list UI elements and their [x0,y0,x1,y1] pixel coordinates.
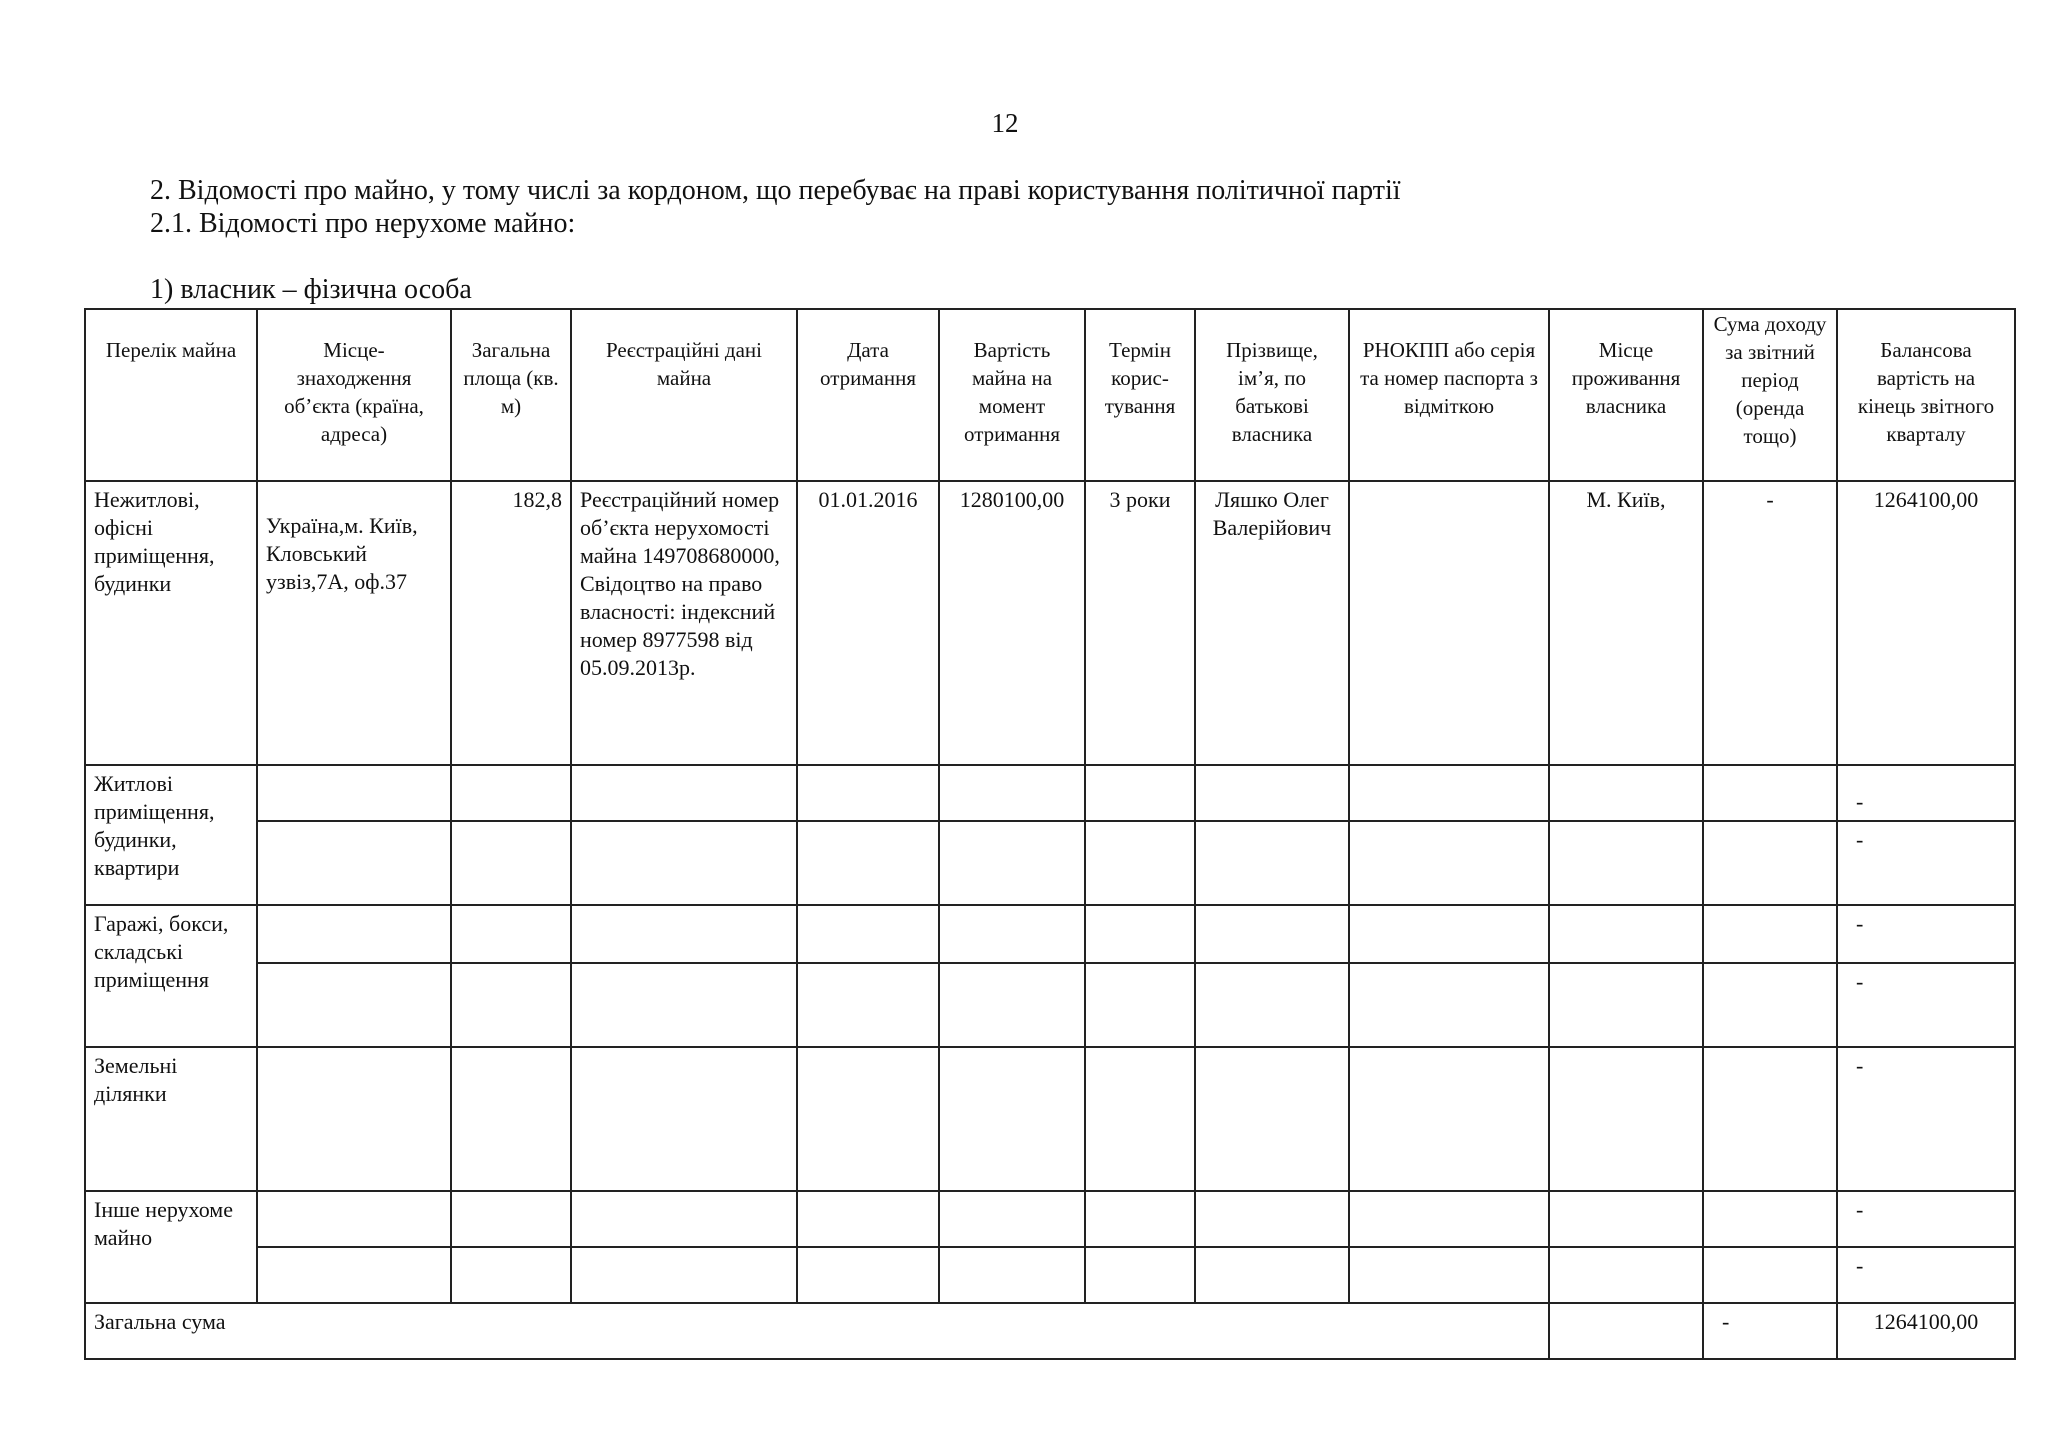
cell-category: Гаражі, бокси, складські приміщення [85,905,257,1047]
owner-type-heading: 1) власник – фізична особа [150,274,472,305]
cell-balance: - [1837,1191,2015,1247]
table-row [85,765,2015,821]
col-header-value: Вартість майна на момент отримання [939,309,1085,481]
section-heading: 2. Відомості про майно, у тому числі за кордоном, що перебуває на праві користування політичної партії [150,175,1401,206]
col-header-property-list: Перелік майна [85,309,257,481]
col-header-owner-name: Прізвище, ім’я, по батькові власника [1195,309,1349,481]
cell-location: Україна,м. Київ, Кловський узвіз,7А, оф.37 [257,481,451,765]
cell-category: Земельні ділянки [85,1047,257,1191]
cell-balance: - [1837,1247,2015,1303]
header-row [85,309,2015,481]
cell-balance: - [1837,905,2015,963]
table-row [85,481,2015,765]
cell-balance: 1264100,00 [1837,481,2015,765]
col-header-area: Загальна площа (кв. м) [451,309,571,481]
col-header-term: Термін корис-тування [1085,309,1195,481]
cell-category: Житлові приміщення, будинки, квартири [85,765,257,905]
cell-balance: - [1837,1047,2015,1191]
total-balance: 1264100,00 [1837,1303,2015,1359]
table-row [85,1047,2015,1191]
table-row [85,1191,2015,1247]
table-row [85,905,2015,963]
cell-area: 182,8 [451,481,571,765]
col-header-income: Сума доходу за звітний період (оренда тощо) [1703,309,1837,481]
table-row [85,963,2015,1047]
cell-registration: Реєстраційний номер об’єкта нерухомості майна 149708680000, Свідоцтво на право власності: індексний номер 8977598 від 05.09.2013р. [571,481,797,765]
cell-category: Інше нерухоме майно [85,1191,257,1303]
col-header-residence: Місце проживання власника [1549,309,1703,481]
cell-residence: М. Київ, [1549,481,1703,765]
subsection-heading: 2.1. Відомості про нерухоме майно: [150,208,576,239]
cell-balance: - [1837,963,2015,1047]
cell-value: 1280100,00 [939,481,1085,765]
page-number: 12 [991,108,1019,138]
table-row [85,1247,2015,1303]
cell-income: - [1703,481,1837,765]
col-header-tax-id: РНОКПП або серія та номер паспорта з відміткою [1349,309,1549,481]
cell-tax-id [1349,481,1549,765]
col-header-location: Місце-знаходження об’єкта (країна, адреса) [257,309,451,481]
total-row [85,1303,2015,1359]
total-label: Загальна сума [85,1303,1549,1359]
total-income: - [1703,1303,1837,1359]
col-header-registration: Реєстраційні дані майна [571,309,797,481]
cell-category: Нежитлові, офісні приміщення, будинки [85,481,257,765]
table-row [85,821,2015,905]
cell-date-received: 01.01.2016 [797,481,939,765]
cell-balance: - [1837,765,2015,821]
cell-balance: - [1837,821,2015,905]
cell-term: 3 роки [1085,481,1195,765]
property-table [84,308,2016,1360]
cell-owner-name: Ляшко Олег Валерійович [1195,481,1349,765]
col-header-date-received: Дата отримання [797,309,939,481]
col-header-balance: Балансова вартість на кінець звітного кварталу [1837,309,2015,481]
